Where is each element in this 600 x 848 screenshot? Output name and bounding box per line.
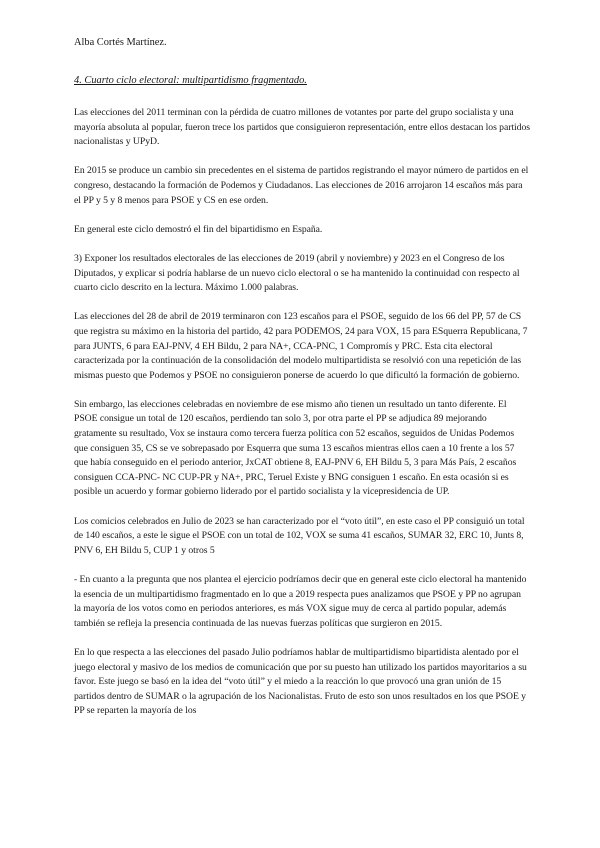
- section-title: 4. Cuarto ciclo electoral: multipartidismo fragmentado.: [74, 75, 307, 86]
- paragraph-july-2023: Los comicios celebrados en Julio de 2023 se han caracterizado por el “voto útil”, en este caso el PP consiguió un total de 140 escaños, a este le sigue el PSOE con un total de 102, VOX se suma 41 escaños, SUMAR 32, ERC 10, Junts 8, PNV 6, EH Bildu 5, CUP 1 y otros 5: [74, 515, 525, 556]
- paragraph-elections-2015: En 2015 se produce un cambio sin precedentes en el sistema de partidos registrando el mayor número de partidos en el congreso, destacando la formación de Podemos y Ciudadanos. Las elecciones de 2016 arrojaron 14 escaños más para el PP y 5 y 8 menos para PSOE y CS en ese orden.: [74, 165, 529, 206]
- paragraph-end-bipartisanship: En general este ciclo demostró el fin del bipartidismo en España.: [74, 223, 323, 235]
- author-name: Alba Cortés Martínez.: [74, 37, 167, 48]
- paragraph-elections-2011: Las elecciones del 2011 terminan con la pérdida de cuatro millones de votantes por parte del grupo socialista y una mayoría absoluta al popular, fueron trece los partidos que consiguieron representación, entre ellos destacan los partidos nacionalistas y UPyD.: [74, 107, 530, 148]
- paragraph-november-2019: Sin embargo, las elecciones celebradas en noviembre de ese mismo año tienen un resultado un tanto diferente. El PSOE consigue un total de 120 escaños, perdiendo tan solo 3, por otra parte el PP se adjudica 89 mejorando gratamente su resultado, Vox se instaura como tercera fuerza política con 52 escaños, seguidos de Unidas Podemos que consiguen 35, CS se ve sobrepasado por Esquerra que suma 13 escaños mientras ellos caen a 10 frente a los 57 que había conseguido en el periodo anterior, JxCAT obtiene 8, EAJ-PNV 6, EH Bildu 5, 3 para Más País, 2 escaños consiguen CCA-PNC- NC CUP-PR y NA+, PRC, Teruel Existe y BNG consiguen 1 escaño. En esta ocasión si es posible un acuerdo y formar gobierno liderado por el partido socialista y la vicepresidencia de UP.: [74, 398, 517, 498]
- paragraph-question-prompt: 3) Exponer los resultados electorales de las elecciones de 2019 (abril y noviembre) y 2023 en el Congreso de los Diputados, y explicar si podría hablarse de un nuevo ciclo electoral o se ha mantenido la continuidad con respecto al cuarto ciclo descrito en la lectura. Máximo 1.000 palabras.: [74, 252, 520, 294]
- paragraph-answer: - En cuanto a la pregunta que nos plantea el ejercicio podríamos decir que en general este ciclo electoral ha mantenido la esencia de un multipartidismo fragmentado en lo que a 2019 respecta pues analizamos que PSOE y PP no agrupan la mayoría de los votos como en periodos anteriores, es más VOX sigue muy de cerca al partido popular, además también se refleja la presencia continuada de las nuevas fuerzas políticas que surgieron en 2015.: [74, 574, 527, 629]
- paragraph-april-2019: Las elecciones del 28 de abril de 2019 terminaron con 123 escaños para el PSOE, seguido de los 66 del PP, 57 de CS que registra su máximo en la historia del partido, 42 para PODEMOS, 24 para VOX, 15 para ESquerra Republicana, 7 para JUNTS, 6 para EAJ-PNV, 4 EH Bildu, 2 para NA+, CCA-PNC, 1 Compromís y PRC. Esta cita electoral caracterizada por la continuación de la consolidación del modelo multipartidista se resolvió con una repetición de las mismas puesto que Podemos y PSOE no consiguieron ponerse de acuerdo lo que dificultó la formación de gobierno.: [74, 311, 528, 381]
- paragraph-july-analysis: En lo que respecta a las elecciones del pasado Julio podríamos hablar de multipartidismo bipartidista alentado por el juego electoral y masivo de los medios de comunicación que por su puesto han utilizado los partidos mayoritarios a su favor. Este juego se basó en la idea del “voto útil” y el miedo a la reacción lo que provocó una gran unión de 15 partidos dentro de SUMAR o la agrupación de los Nacionalistas. Fruto de esto son unos resultados en los que PSOE y PP se reparten la mayoría de los: [74, 646, 527, 717]
